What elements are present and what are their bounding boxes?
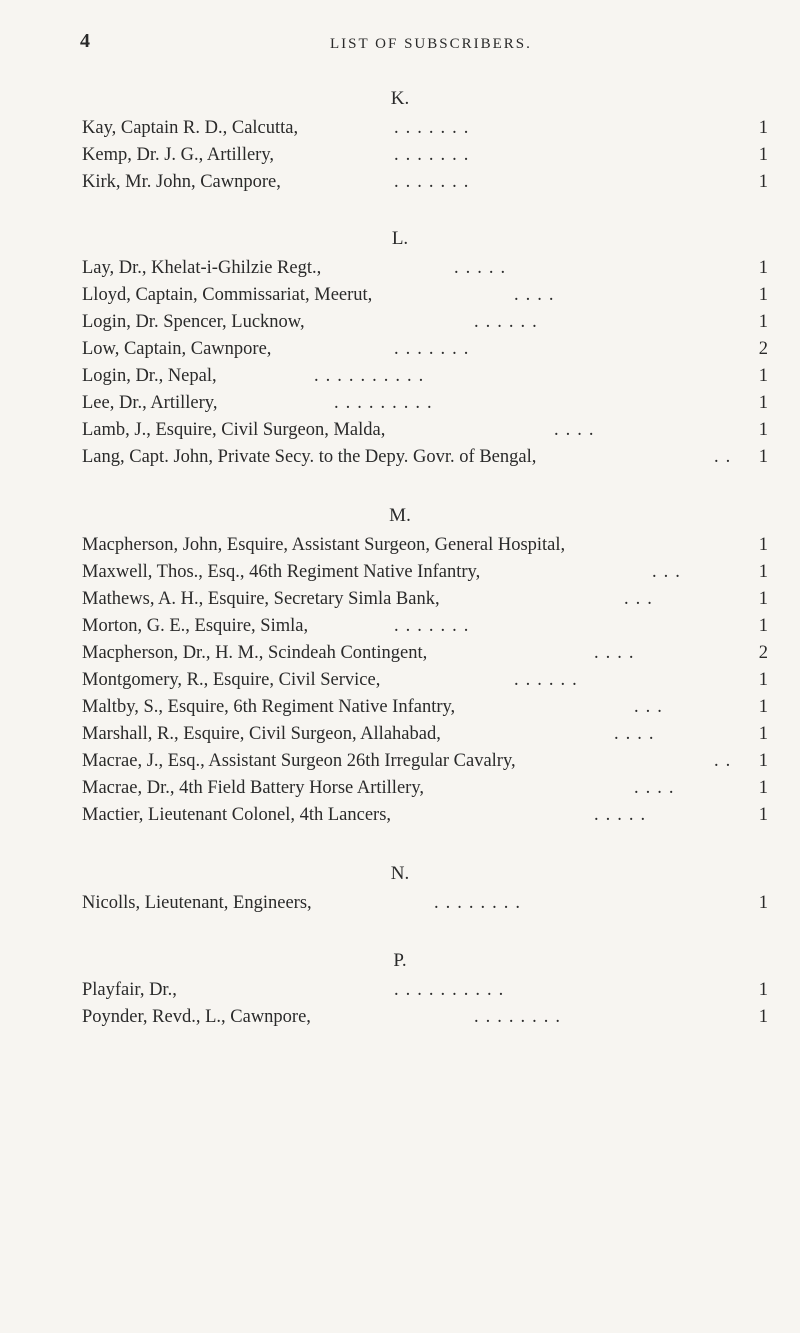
subscription-count: 1	[758, 805, 768, 825]
subscription-count: 1	[758, 697, 768, 717]
subscriber-name: Lang, Capt. John, Private Secy. to the Depy. Govr. of Bengal,	[82, 447, 537, 467]
list-item: Low, Captain, Cawnpore, ....... 2	[82, 339, 768, 359]
subscriber-name: Macpherson, John, Esquire, Assistant Surgeon, General Hospital,	[82, 535, 566, 555]
page-header	[80, 30, 780, 60]
subscription-count: 1	[758, 893, 768, 913]
subscription-count: 1	[758, 670, 768, 690]
list-item: Lloyd, Captain, Commissariat, Meerut, .... 1	[82, 285, 768, 305]
section-letter-l: L.	[391, 228, 409, 249]
list-item: Playfair, Dr., .......... 1	[82, 980, 768, 1000]
list-item: Nicolls, Lieutenant, Engineers, ........ 1	[82, 893, 768, 913]
subscriber-name: Montgomery, R., Esquire, Civil Service,	[82, 670, 381, 690]
list-item: Macrae, J., Esq., Assistant Surgeon 26th Irregular Cavalry, .. 1	[82, 751, 768, 771]
subscription-count: 1	[758, 172, 768, 192]
subscriber-name: Morton, G. E., Esquire, Simla,	[82, 616, 309, 636]
subscriber-name: Macrae, Dr., 4th Field Battery Horse Artillery,	[82, 778, 424, 798]
list-item: Macrae, Dr., 4th Field Battery Horse Artillery, .... 1	[82, 778, 768, 798]
list-item: Lay, Dr., Khelat-i-Ghilzie Regt., ..... 1	[82, 258, 768, 278]
list-item: Montgomery, R., Esquire, Civil Service, ...... 1	[82, 670, 768, 690]
subscription-count: 1	[758, 535, 768, 555]
subscriber-name: Kemp, Dr. J. G., Artillery,	[82, 145, 275, 165]
list-item: Login, Dr., Nepal, .......... 1	[82, 366, 768, 386]
subscriber-name: Low, Captain, Cawnpore,	[82, 339, 272, 359]
subscriber-name: Lamb, J., Esquire, Civil Surgeon, Malda,	[82, 420, 386, 440]
list-item: Marshall, R., Esquire, Civil Surgeon, Allahabad, .... 1	[82, 724, 768, 744]
section-letter-n: N.	[390, 863, 410, 884]
subscription-count: 1	[758, 589, 768, 609]
page-number: 4	[80, 30, 90, 52]
subscription-count: 1	[758, 312, 768, 332]
subscriber-name: Kay, Captain R. D., Calcutta,	[82, 118, 299, 138]
subscriber-name: Mactier, Lieutenant Colonel, 4th Lancers,	[82, 805, 392, 825]
list-item: Poynder, Revd., L., Cawnpore, ........ 1	[82, 1007, 768, 1027]
subscription-count: 1	[758, 778, 768, 798]
subscription-count: 1	[758, 1007, 768, 1027]
subscriber-name: Login, Dr. Spencer, Lucknow,	[82, 312, 305, 332]
list-item: Maltby, S., Esquire, 6th Regiment Native Infantry, ... 1	[82, 697, 768, 717]
section-letter-k: K.	[390, 88, 410, 109]
list-item: Login, Dr. Spencer, Lucknow, ...... 1	[82, 312, 768, 332]
subscriber-name: Maltby, S., Esquire, 6th Regiment Native Infantry,	[82, 697, 456, 717]
subscriber-name: Macrae, J., Esq., Assistant Surgeon 26th Irregular Cavalry,	[82, 751, 516, 771]
list-item: Lamb, J., Esquire, Civil Surgeon, Malda, .... 1	[82, 420, 768, 440]
list-item: Lang, Capt. John, Private Secy. to the Depy. Govr. of Bengal, .. 1	[82, 447, 768, 467]
subscription-count: 1	[758, 447, 768, 467]
subscription-count: 1	[758, 724, 768, 744]
list-item: Lee, Dr., Artillery, ......... 1	[82, 393, 768, 413]
subscriber-name: Mathews, A. H., Esquire, Secretary Simla Bank,	[82, 589, 440, 609]
subscription-count: 1	[758, 562, 768, 582]
list-item: Mathews, A. H., Esquire, Secretary Simla Bank, ... 1	[82, 589, 768, 609]
subscription-count: 1	[758, 420, 768, 440]
running-title: LIST OF SUBSCRIBERS.	[330, 36, 532, 52]
subscription-count: 2	[758, 643, 768, 663]
subscriber-name: Poynder, Revd., L., Cawnpore,	[82, 1007, 311, 1027]
list-item: Kirk, Mr. John, Cawnpore, ....... 1	[82, 172, 768, 192]
subscriber-name: Lee, Dr., Artillery,	[82, 393, 218, 413]
list-item: Macpherson, Dr., H. M., Scindeah Contingent, .... 2	[82, 643, 768, 663]
subscriber-name: Marshall, R., Esquire, Civil Surgeon, Allahabad,	[82, 724, 441, 744]
list-item	[82, 535, 768, 559]
subscriber-name: Login, Dr., Nepal,	[82, 366, 217, 386]
subscription-count: 1	[758, 366, 768, 386]
list-item: Mactier, Lieutenant Colonel, 4th Lancers, ..... 1	[82, 805, 768, 825]
subscriber-name: Maxwell, Thos., Esq., 46th Regiment Native Infantry,	[82, 562, 481, 582]
subscriber-name: Kirk, Mr. John, Cawnpore,	[82, 172, 281, 192]
subscription-count: 1	[758, 118, 768, 138]
subscription-count: 1	[758, 258, 768, 278]
subscription-count: 1	[758, 145, 768, 165]
subscription-count: 2	[758, 339, 768, 359]
subscription-count: 1	[758, 751, 768, 771]
subscriber-name: Playfair, Dr.,	[82, 980, 177, 1000]
list-item: Kay, Captain R. D., Calcutta, ....... 1	[82, 118, 768, 138]
subscription-count: 1	[758, 616, 768, 636]
section-letter-p: P.	[393, 950, 407, 971]
list-item: Maxwell, Thos., Esq., 46th Regiment Native Infantry, ... 1	[82, 562, 768, 582]
list-item: Kemp, Dr. J. G., Artillery, ....... 1	[82, 145, 768, 165]
subscriber-name: Nicolls, Lieutenant, Engineers,	[82, 893, 312, 913]
list-item: Morton, G. E., Esquire, Simla, ....... 1	[82, 616, 768, 636]
section-letter-m: M.	[389, 505, 411, 526]
subscriber-name: Lay, Dr., Khelat-i-Ghilzie Regt.,	[82, 258, 322, 278]
subscriber-name: Lloyd, Captain, Commissariat, Meerut,	[82, 285, 373, 305]
subscription-count: 1	[758, 285, 768, 305]
subscriber-name: Macpherson, Dr., H. M., Scindeah Contingent,	[82, 643, 428, 663]
subscription-count: 1	[758, 980, 768, 1000]
subscription-count: 1	[758, 393, 768, 413]
